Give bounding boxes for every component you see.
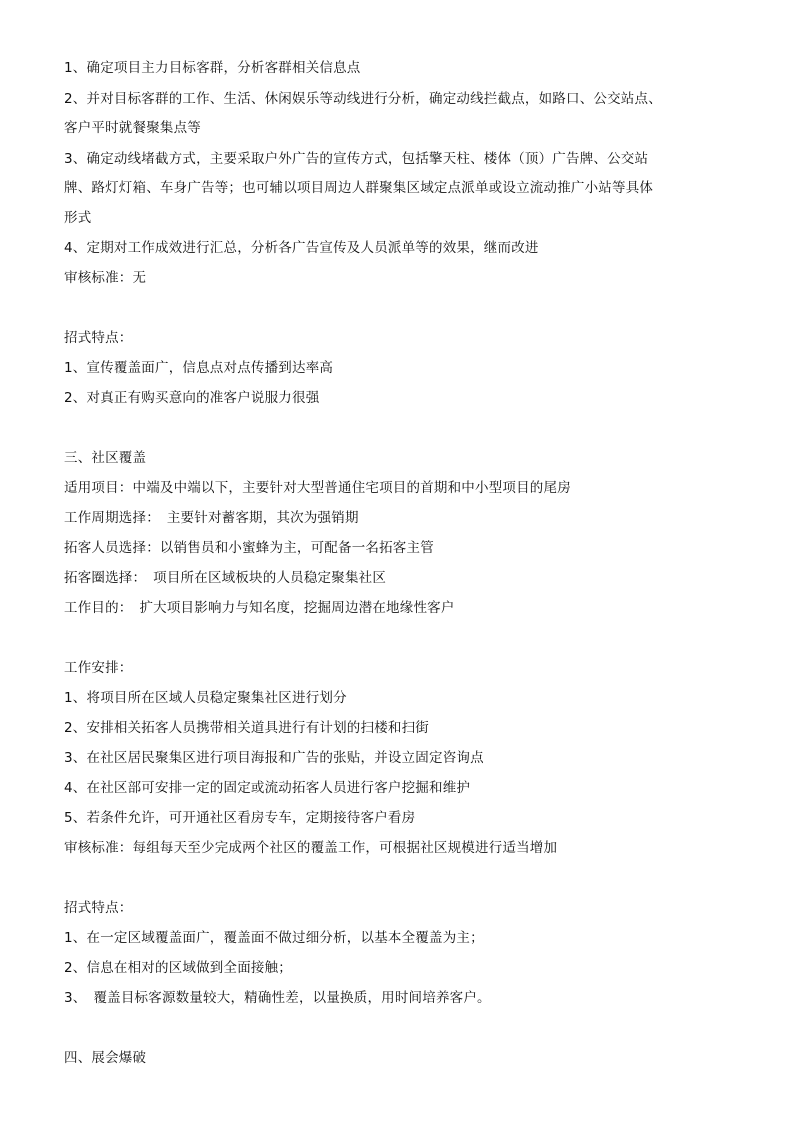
text-line: 1、在一定区域覆盖面广，覆盖面不做过细分析，以基本全覆盖为主； <box>64 930 484 946</box>
text-line: 客户平时就餐聚集点等 <box>64 120 201 136</box>
text-line: 1、宣传覆盖面广，信息点对点传播到达率高 <box>64 360 334 376</box>
section-heading: 招式特点： <box>64 330 133 346</box>
text-line: 4、在社区部可安排一定的固定或流动拓客人员进行客户挖掘和维护 <box>64 780 471 796</box>
text-line: 2、安排相关拓客人员携带相关道具进行有计划的扫楼和扫街 <box>64 720 429 736</box>
section-heading: 四、展会爆破 <box>64 1050 147 1066</box>
text-line: 拓客圈选择： 项目所在区域板块的人员稳定聚集社区 <box>64 570 387 586</box>
text-line: 4、定期对工作成效进行汇总，分析各广告宣传及人员派单等的效果，继而改进 <box>64 240 539 256</box>
text-line: 拓客人员选择：以销售员和小蜜蜂为主，可配备一名拓客主管 <box>64 540 434 556</box>
text-line: 形式 <box>64 210 92 226</box>
text-line: 2、并对目标客群的工作、生活、休闲娱乐等动线进行分析，确定动线拦截点，如路口、公交站点、 <box>64 91 662 107</box>
text-line: 3、 覆盖目标客源数量较大，精确性差，以量换质，用时间培养客户。 <box>64 990 491 1006</box>
text-line: 5、若条件允许，可开通社区看房专车，定期接待客户看房 <box>64 810 416 826</box>
section-heading: 招式特点： <box>64 900 133 916</box>
section-heading: 工作安排： <box>64 660 133 676</box>
section-heading: 三、社区覆盖 <box>64 450 147 466</box>
text-line: 工作目的： 扩大项目影响力与知名度，挖掘周边潜在地缘性客户 <box>64 600 455 616</box>
text-line: 3、确定动线堵截方式，主要采取户外广告的宣传方式，包括擎天柱、楼体（顶）广告牌、公交站 <box>64 151 649 167</box>
text-line: 牌、路灯灯箱、车身广告等；也可辅以项目周边人群聚集区域定点派单或设立流动推广小站等具体 <box>64 180 654 196</box>
text-line: 1、将项目所在区域人员稳定聚集社区进行划分 <box>64 690 347 706</box>
text-line: 工作周期选择： 主要针对蓄客期，其次为强销期 <box>64 510 359 526</box>
text-line: 3、在社区居民聚集区进行项目海报和广告的张贴，并设立固定咨询点 <box>64 750 484 766</box>
text-line: 适用项目：中端及中端以下，主要针对大型普通住宅项目的首期和中小型项目的尾房 <box>64 480 571 496</box>
text-line: 1、确定项目主力目标客群，分析客群相关信息点 <box>64 60 361 76</box>
text-line: 审核标准：无 <box>64 270 147 286</box>
text-line: 审核标准：每组每天至少完成两个社区的覆盖工作，可根据社区规模进行适当增加 <box>64 840 558 856</box>
text-line: 2、信息在相对的区域做到全面接触； <box>64 960 292 976</box>
text-line: 2、对真正有购买意向的准客户说服力很强 <box>64 390 320 406</box>
